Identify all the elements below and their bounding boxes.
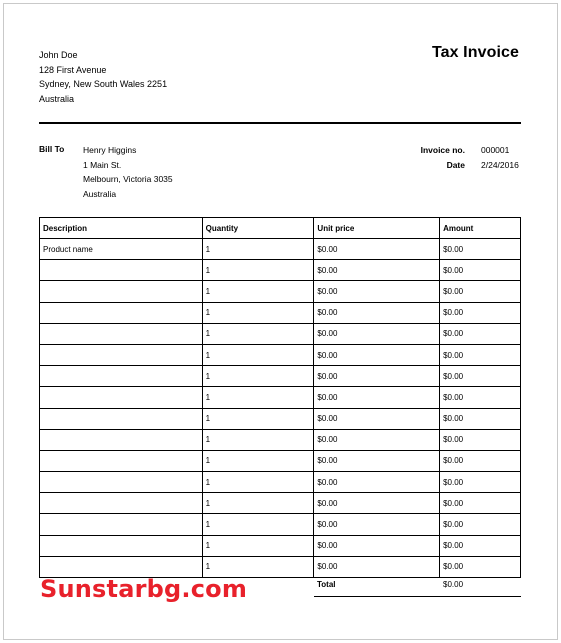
invoice-date: 2/24/2016 (481, 159, 519, 170)
cell-amount: $0.00 (440, 239, 521, 260)
invoice-page (3, 3, 558, 640)
table-row (40, 493, 521, 514)
table-row (40, 450, 521, 471)
cell-unit-price: $0.00 (314, 387, 440, 408)
cell-description (40, 366, 203, 387)
table-row (40, 514, 521, 535)
table-row (40, 366, 521, 387)
seller-country: Australia (39, 93, 75, 104)
cell-unit-price: $0.00 (314, 344, 440, 365)
cell-quantity: 1 (202, 366, 314, 387)
header-divider (39, 122, 521, 124)
total-value: $0.00 (443, 580, 464, 589)
cell-description (40, 408, 203, 429)
cell-description (40, 302, 203, 323)
table-row (40, 239, 521, 260)
cell-description (40, 493, 203, 514)
header-quantity: Quantity (202, 218, 314, 239)
seller-city: Sydney, New South Wales 2251 (39, 79, 168, 89)
table-row (40, 429, 521, 450)
total-underline (314, 596, 521, 597)
cell-amount: $0.00 (440, 493, 521, 514)
cell-unit-price: $0.00 (314, 281, 440, 302)
invoice-number: 000001 (481, 145, 510, 155)
table-header-row (40, 218, 521, 239)
cell-description (40, 535, 203, 556)
cell-quantity: 1 (202, 281, 314, 302)
header-unit-price: Unit price (314, 218, 440, 239)
cell-amount: $0.00 (440, 260, 521, 281)
invoice-meta-values (481, 143, 519, 172)
cell-description (40, 344, 203, 365)
cell-quantity: 1 (202, 302, 314, 323)
cell-amount: $0.00 (440, 450, 521, 471)
cell-quantity: 1 (202, 472, 314, 493)
cell-quantity: 1 (202, 514, 314, 535)
seller-name: John Doe (39, 50, 78, 60)
cell-unit-price: $0.00 (314, 535, 440, 556)
cell-amount: $0.00 (440, 302, 521, 323)
cell-amount: $0.00 (440, 514, 521, 535)
cell-amount: $0.00 (440, 472, 521, 493)
cell-description (40, 281, 203, 302)
table-row (40, 302, 521, 323)
invoice-date-label: Date (446, 159, 465, 170)
document-title: Tax Invoice (431, 44, 519, 61)
cell-amount: $0.00 (440, 535, 521, 556)
seller-street: 128 First Avenue (39, 64, 107, 75)
cell-amount: $0.00 (440, 556, 521, 577)
cell-unit-price: $0.00 (314, 260, 440, 281)
cell-amount: $0.00 (440, 429, 521, 450)
line-items-table (39, 217, 521, 578)
cell-description (40, 514, 203, 535)
bill-to-name: Henry Higgins (83, 145, 137, 155)
bill-to-street: 1 Main St. (83, 159, 122, 170)
cell-quantity: 1 (202, 535, 314, 556)
cell-amount: $0.00 (440, 281, 521, 302)
cell-unit-price: $0.00 (314, 302, 440, 323)
cell-description: Product name (40, 239, 203, 260)
cell-quantity: 1 (202, 450, 314, 471)
cell-unit-price: $0.00 (314, 472, 440, 493)
header-description: Description (40, 218, 203, 239)
cell-quantity: 1 (202, 239, 314, 260)
watermark-text: Sunstarbg.com (40, 575, 248, 603)
cell-unit-price: $0.00 (314, 408, 440, 429)
cell-quantity: 1 (202, 260, 314, 281)
cell-unit-price: $0.00 (314, 514, 440, 535)
table-body (40, 239, 521, 578)
header-amount: Amount (440, 218, 521, 239)
seller-address (39, 48, 167, 106)
table-row (40, 281, 521, 302)
bill-to-country: Australia (83, 188, 117, 199)
cell-quantity: 1 (202, 387, 314, 408)
cell-unit-price: $0.00 (314, 323, 440, 344)
cell-quantity: 1 (202, 493, 314, 514)
cell-description (40, 450, 203, 471)
cell-quantity: 1 (202, 323, 314, 344)
table-row (40, 472, 521, 493)
cell-quantity: 1 (202, 408, 314, 429)
table-row (40, 323, 521, 344)
table-row (40, 408, 521, 429)
cell-unit-price: $0.00 (314, 239, 440, 260)
cell-unit-price: $0.00 (314, 556, 440, 577)
cell-unit-price: $0.00 (314, 366, 440, 387)
cell-description (40, 387, 203, 408)
cell-description (40, 429, 203, 450)
cell-unit-price: $0.00 (314, 493, 440, 514)
cell-unit-price: $0.00 (314, 450, 440, 471)
invoice-meta-labels (421, 143, 465, 172)
table-row (40, 260, 521, 281)
bill-to-city: Melbourn, Victoria 3035 (83, 174, 173, 184)
cell-amount: $0.00 (440, 366, 521, 387)
bill-to-label: Bill To (39, 144, 65, 154)
cell-description (40, 260, 203, 281)
cell-quantity: 1 (202, 429, 314, 450)
total-label: Total (317, 580, 336, 589)
cell-unit-price: $0.00 (314, 429, 440, 450)
table-row (40, 535, 521, 556)
cell-amount: $0.00 (440, 323, 521, 344)
bill-to-address (83, 143, 173, 201)
invoice-number-label: Invoice no. (420, 145, 465, 155)
cell-amount: $0.00 (440, 387, 521, 408)
table-row (40, 344, 521, 365)
cell-amount: $0.00 (440, 344, 521, 365)
cell-quantity: 1 (202, 556, 314, 577)
table-row (40, 387, 521, 408)
cell-amount: $0.00 (440, 408, 521, 429)
cell-description (40, 472, 203, 493)
cell-quantity: 1 (202, 344, 314, 365)
cell-description (40, 323, 203, 344)
